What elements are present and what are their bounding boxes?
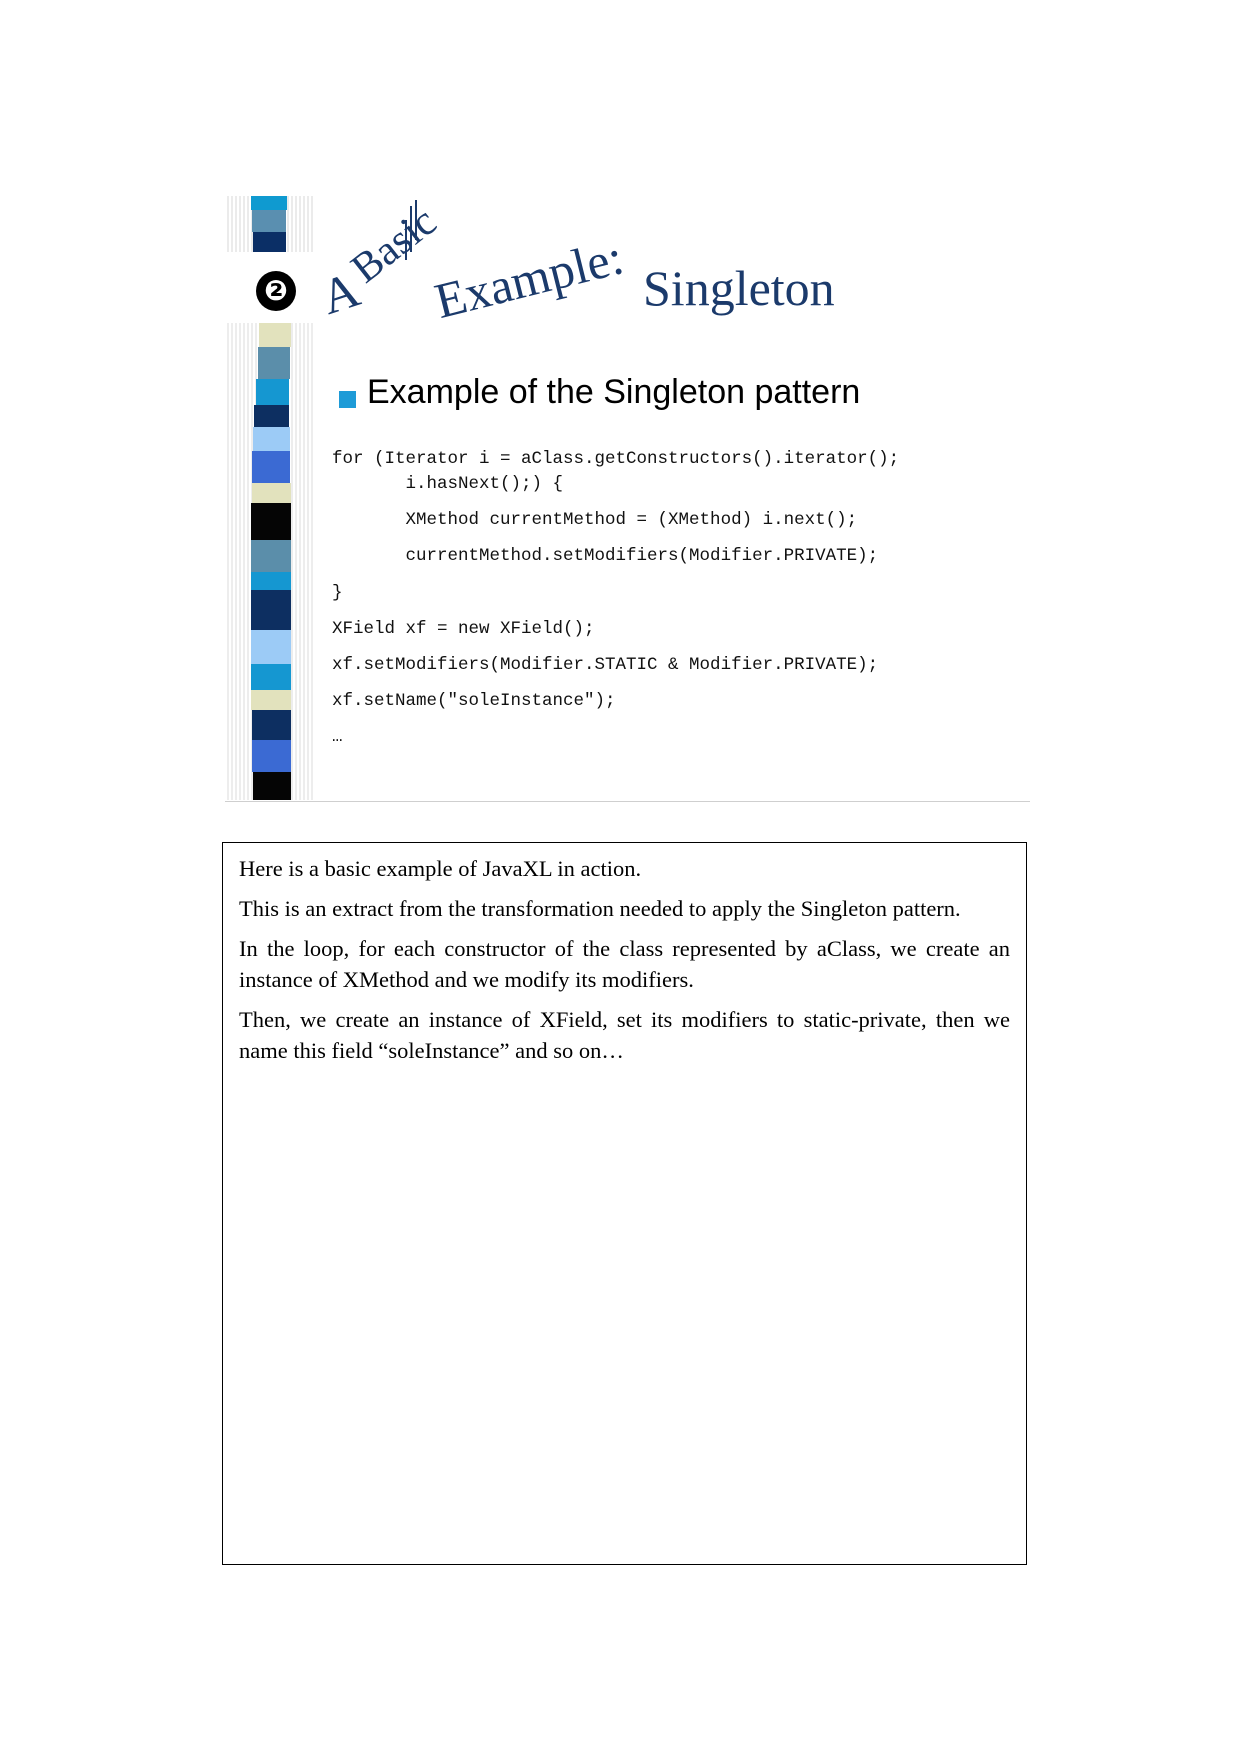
- bullet-heading: Example of the Singleton pattern: [367, 373, 861, 411]
- decor-stripe-top: [225, 196, 313, 252]
- slide-bottom-rule: [225, 801, 1030, 802]
- notes-paragraph: Here is a basic example of JavaXL in action.: [239, 856, 642, 881]
- code-line: for (Iterator i = aClass.getConstructors().iterator();: [332, 449, 900, 469]
- slide: [225, 196, 1030, 802]
- notes-paragraph: In the loop, for each constructor of the class represented by aClass, we create an instance of XMethod and we modify its modifiers.: [239, 936, 1010, 992]
- code-line: …: [332, 727, 343, 747]
- code-line: i.hasNext();) {: [332, 474, 564, 494]
- title-word-example: Example:: [429, 228, 629, 330]
- code-line: xf.setName("soleInstance");: [332, 691, 616, 711]
- code-line: XMethod currentMethod = (XMethod) i.next();: [332, 510, 858, 530]
- title-word-basic: Basic: [343, 198, 445, 293]
- code-line: currentMethod.setModifiers(Modifier.PRIVATE);: [332, 546, 879, 566]
- decor-stripe-bottom: [225, 323, 313, 800]
- title-word-a: A: [314, 260, 367, 326]
- slide-number-badge: ❷: [256, 271, 296, 311]
- bullet-square-icon: [339, 391, 356, 408]
- code-line: xf.setModifiers(Modifier.STATIC & Modifier.PRIVATE);: [332, 655, 879, 675]
- code-line: }: [332, 583, 343, 603]
- code-line: XField xf = new XField();: [332, 619, 595, 639]
- notes-paragraph: Then, we create an instance of XField, set its modifiers to static-private, then we name this field “soleInstance” and so on…: [239, 1007, 1010, 1063]
- title-word-singleton: Singleton: [643, 260, 835, 316]
- notes-paragraph: This is an extract from the transformation needed to apply the Singleton pattern.: [239, 896, 961, 921]
- speaker-notes-box: [222, 842, 1027, 1565]
